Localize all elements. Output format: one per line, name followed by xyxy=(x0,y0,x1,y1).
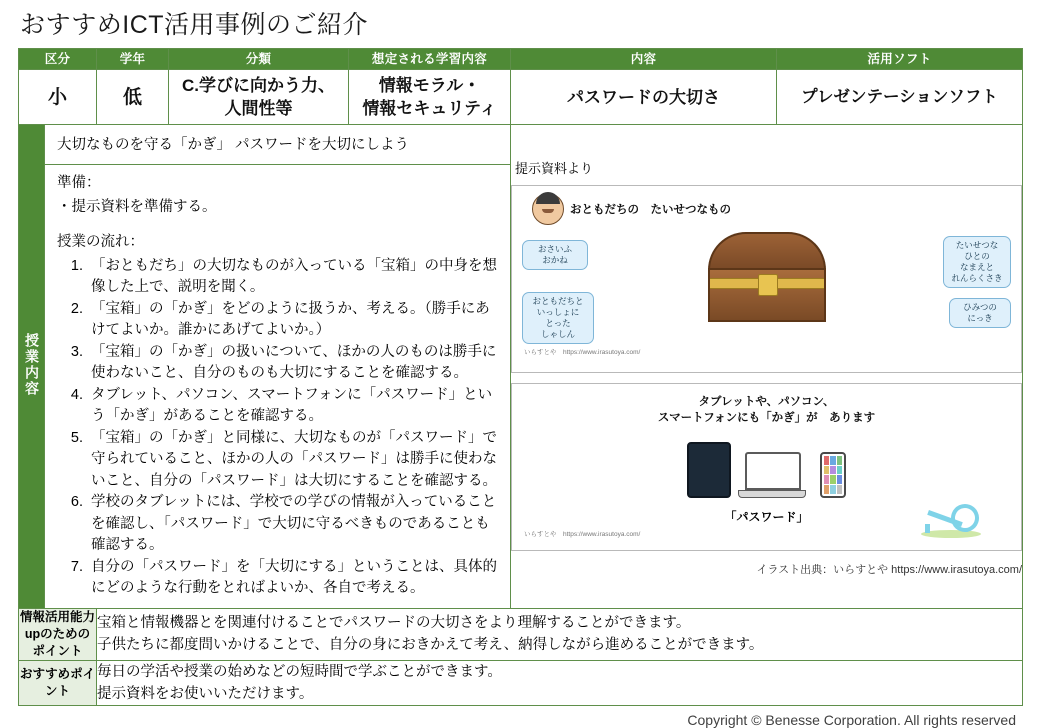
figure1-bubble: おさいふ おかね xyxy=(522,240,588,270)
table-header-row xyxy=(19,49,1023,70)
copyright-notice: Copyright © Benesse Corporation. All rights reserved xyxy=(687,711,1016,728)
treasure-chest-icon xyxy=(708,232,826,322)
spacer xyxy=(57,220,500,232)
reference-panel xyxy=(511,125,1023,609)
page-title: おすすめICT活用事例のご紹介 xyxy=(20,11,369,39)
figure2-credit: いらすとや https://www.irasutoya.com/ xyxy=(524,530,641,538)
prep-label: 準備： xyxy=(57,175,101,191)
laptop-icon xyxy=(745,452,806,498)
lesson-lead: 大切なものを守る「かぎ」 パスワードを大切にしよう xyxy=(45,125,510,165)
header-grade: 学年 xyxy=(97,49,169,70)
figure1-bubble: おともだちと いっしょに とった しゃしん xyxy=(522,292,594,344)
lesson-body-cell xyxy=(45,125,511,609)
flow-step: 3. 「宝箱」の「かぎ」の扱いについて、ほかの人のものは勝手に使わないこと、自分のものも大切にすることを確認する。 xyxy=(87,342,500,385)
figure1-heading: おともだちの たいせつなもの xyxy=(570,203,732,216)
flow-step-list xyxy=(57,256,500,600)
header-learning-content: 想定される学習内容 xyxy=(349,49,511,70)
header-category: 区分 xyxy=(19,49,97,70)
case-table xyxy=(18,48,1023,706)
header-content: 内容 xyxy=(511,49,777,70)
point-label-ict: 情報活用能力upのための ポイント xyxy=(19,608,97,660)
child-avatar-icon xyxy=(532,193,564,225)
key-icon xyxy=(923,504,979,534)
flow-step: 4. タブレット、パソコン、スマートフォンに「パスワード」という「かぎ」があることを確認する。 xyxy=(87,385,500,428)
figure1-credit: いらすとや https://www.irasutoya.com/ xyxy=(524,348,641,356)
flow-label: 授業の流れ： xyxy=(57,234,144,250)
point-label-recommend: おすすめポイント xyxy=(19,660,97,705)
value-learning-content: 情報モラル・ 情報セキュリティ xyxy=(349,70,511,125)
figure2-devices xyxy=(518,436,1015,498)
prep-item: ・提示資料を準備する。 xyxy=(57,198,217,215)
value-category: 小 xyxy=(19,70,97,125)
figure1-bubble: ひみつの にっき xyxy=(949,298,1011,328)
figure2-password-label: 「パスワード」 xyxy=(724,509,809,524)
figure1-heading-row xyxy=(518,192,1015,226)
point-row xyxy=(19,608,1023,660)
lesson-body-row xyxy=(19,125,1023,609)
table-value-row xyxy=(19,70,1023,125)
panel-caption: 提示資料より xyxy=(515,160,594,176)
figure-treasure-chest xyxy=(511,185,1022,373)
lesson-flow xyxy=(45,165,510,608)
value-software: プレゼンテーションソフト xyxy=(777,70,1023,125)
tablet-icon xyxy=(687,442,731,498)
flow-step: 7. 自分の「パスワード」を「大切にする」ということは、具体的にどのような行動をとればよいか、各自で考える。 xyxy=(87,557,500,600)
flow-step: 6. 学校のタブレットには、学校での学びの情報が入っていることを確認し、「パスワード」で大切に守るべきものであることも確認する。 xyxy=(87,492,500,557)
header-classification: 分類 xyxy=(169,49,349,70)
figure-devices xyxy=(511,383,1022,551)
figure1-bubble: たいせつな ひとの なまえと れんらくさき xyxy=(943,236,1011,288)
point-row xyxy=(19,660,1023,705)
smartphone-icon xyxy=(820,452,846,498)
illustration-credit: イラスト出典：いらすとや https://www.irasutoya.com/ xyxy=(756,563,1023,576)
value-grade: 低 xyxy=(97,70,169,125)
header-software: 活用ソフト xyxy=(777,49,1023,70)
lesson-content-label: 授業内容 xyxy=(19,125,45,609)
figure2-bottom xyxy=(518,500,1015,540)
figure1-illustration xyxy=(518,226,1015,358)
figure2-heading: タブレットや、パソコン、 スマートフォンにも「かぎ」が あります xyxy=(657,395,876,424)
point-text-ict: 宝箱と情報機器とを関連付けることでパスワードの大切さをより理解することができます。 子供たちに都度問いかけることで、自分の身におきかえて考え、納得しながら進めることができます。 xyxy=(97,608,1023,660)
value-classification: C.学びに向かう力、 人間性等 xyxy=(169,70,349,125)
flow-step: 1. 「おともだち」の大切なものが入っている「宝箱」の中身を想像した上で、説明を聞く。 xyxy=(87,256,500,299)
value-content: パスワードの大切さ xyxy=(511,70,777,125)
flow-step: 5. 「宝箱」の「かぎ」と同様に、大切なものが「パスワード」で守られていること、ほかの人の「パスワード」は勝手に使わないこと、自分の「パスワード」は大切にすることを確認する。 xyxy=(87,428,500,493)
point-text-recommend: 毎日の学活や授業の始めなどの短時間で学ぶことができます。 提示資料をお使いいただけます。 xyxy=(97,660,1023,705)
flow-step: 2. 「宝箱」の「かぎ」をどのように扱うか、考える。（勝手にあけてよいか。誰かにあげてよいか。） xyxy=(87,299,500,342)
